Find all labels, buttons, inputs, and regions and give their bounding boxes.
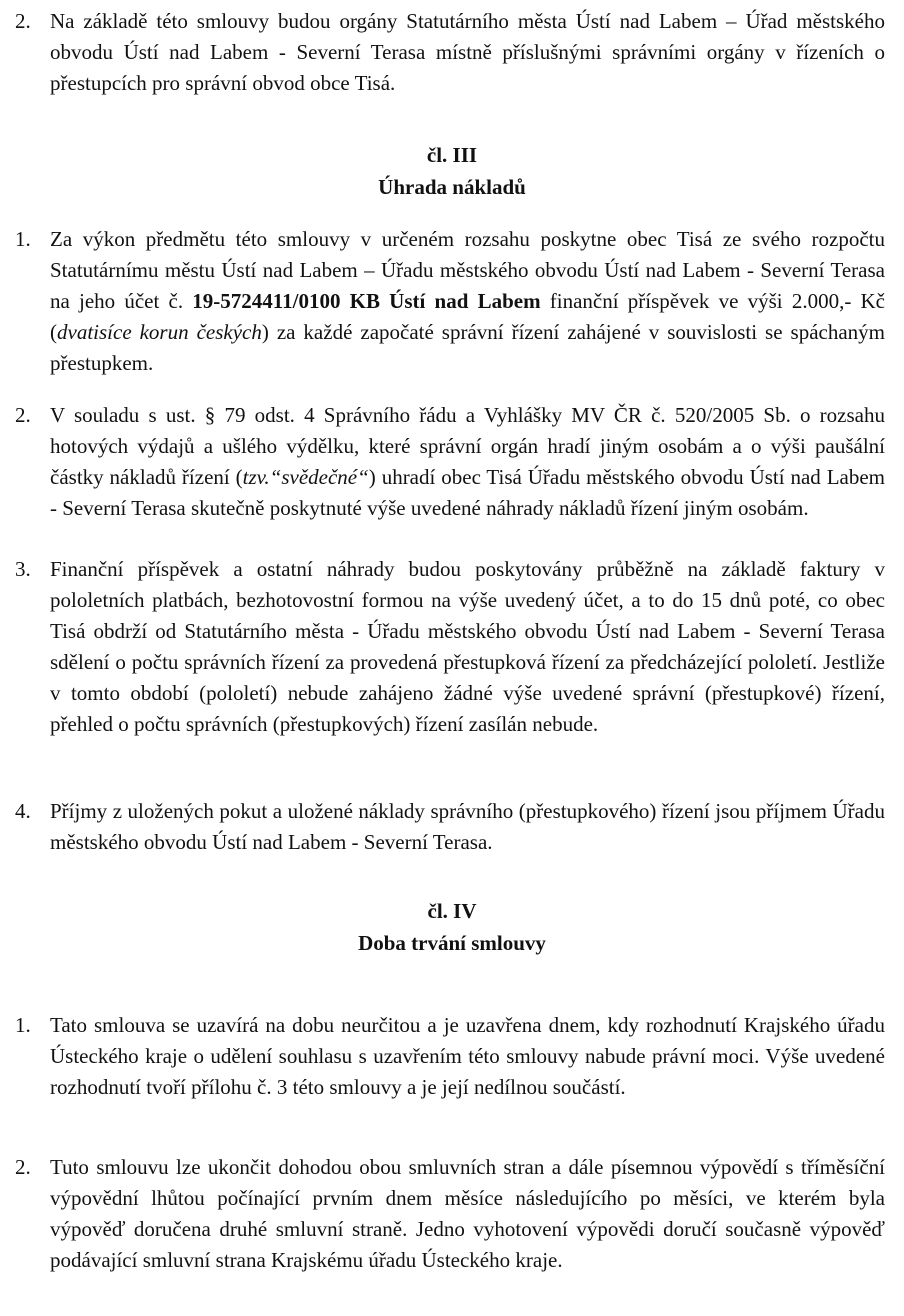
item-number: 1. <box>15 227 31 251</box>
item-number: 2. <box>15 403 31 427</box>
item-number: 2. <box>15 9 31 33</box>
article-4-item-1 <box>0 1010 885 1103</box>
item-number: 1. <box>15 1013 31 1037</box>
item-text: Na základě této smlouvy budou orgány Statutárního města Ústí nad Labem – Úřad městského obvodu Ústí nad Labem - Severní Terasa místně příslušnými správními orgány v řízeních o přestupcích pro správní obvod obce Tisá. <box>50 9 885 95</box>
article-3-item-1 <box>0 224 885 379</box>
item-number: 2. <box>15 1155 31 1179</box>
article-3-item-2 <box>0 400 885 524</box>
amount-in-words: dvatisíce korun českých <box>57 320 262 344</box>
bank-account-number: 19-5724411/0100 KB Ústí nad Labem <box>192 289 541 313</box>
item-number: 4. <box>15 799 31 823</box>
article-2-item-2 <box>0 6 885 99</box>
article-3-number: čl. III <box>426 143 478 167</box>
item-number: 3. <box>15 557 31 581</box>
article-4-item-2 <box>0 1152 885 1276</box>
item-text: Tato smlouva se uzavírá na dobu neurčitou a je uzavřena dnem, kdy rozhodnutí Krajského úřadu Ústeckého kraje o udělení souhlasu s uzavřením této smlouvy nabude právní moci. Výše uvedené rozhodnutí tvoří přílohu č. 3 této smlouvy a je její nedílnou součástí. <box>50 1013 885 1099</box>
item-text: Za výkon předmětu této smlouvy v určeném rozsahu poskytne obec Tisá ze svého rozpočtu Statutárnímu městu Ústí nad Labem – Úřadu městského obvodu Ústí nad Labem - Severní Terasa na jeho účet č. 19-5724411/0100 KB Ústí nad Labem finanční příspěvek ve výši 2.000,- Kč (dvatisíce korun českých) za každé započaté správní řízení zahájené v souvislosti se spáchaným přestupkem. <box>50 227 885 375</box>
item-text: Tuto smlouvu lze ukončit dohodou obou smluvních stran a dále písemnou výpovědí s tříměsíční výpovědní lhůtou počínající prvním dnem měsíce následujícího po měsíci, ve kterém byla výpověď doručena druhé smluvní straně. Jedno vyhotovení výpovědi doručí současně výpověď podávající smluvní strana Krajskému úřadu Ústeckého kraje. <box>50 1155 885 1272</box>
article-3-title: Úhrada nákladů <box>378 175 526 199</box>
article-3-item-3 <box>0 554 885 740</box>
item-text: Příjmy z uložených pokut a uložené náklady správního (přestupkového) řízení jsou příjmem Úřadu městského obvodu Ústí nad Labem - Severní Terasa. <box>50 799 885 854</box>
article-3-item-4 <box>0 796 885 858</box>
article-4-title: Doba trvání smlouvy <box>358 931 546 955</box>
witness-fee-note: tzv.“svědečné“ <box>242 465 369 489</box>
article-4-number: čl. IV <box>427 899 477 923</box>
item-text: Finanční příspěvek a ostatní náhrady budou poskytovány průběžně na základě faktury v pololetních platbách, bezhotovostní formou na výše uvedený účet, a to do 15 dnů poté, co obec Tisá obdrží od Statutárního města - Úřadu městského obvodu Ústí nad Labem - Severní Terasa sdělení o počtu správních řízení za provedená přestupková řízení za předcházející pololetí. Jestliže v tomto období (pololetí) nebude zahájeno žádné výše uvedené správní (přestupkové) řízení, přehled o počtu správních (přestupkových) řízení zasílán nebude. <box>50 557 885 736</box>
item-text: V souladu s ust. § 79 odst. 4 Správního řádu a Vyhlášky MV ČR č. 520/2005 Sb. o rozsahu hotových výdajů a ušlého výdělku, které správní orgán hradí jiným osobám a o výši paušální částky nákladů řízení (tzv.“svědečné“) uhradí obec Tisá Úřadu městského obvodu Ústí nad Labem - Severní Terasa skutečně poskytnuté výše uvedené náhrady nákladů řízení jiným osobám. <box>50 403 886 520</box>
